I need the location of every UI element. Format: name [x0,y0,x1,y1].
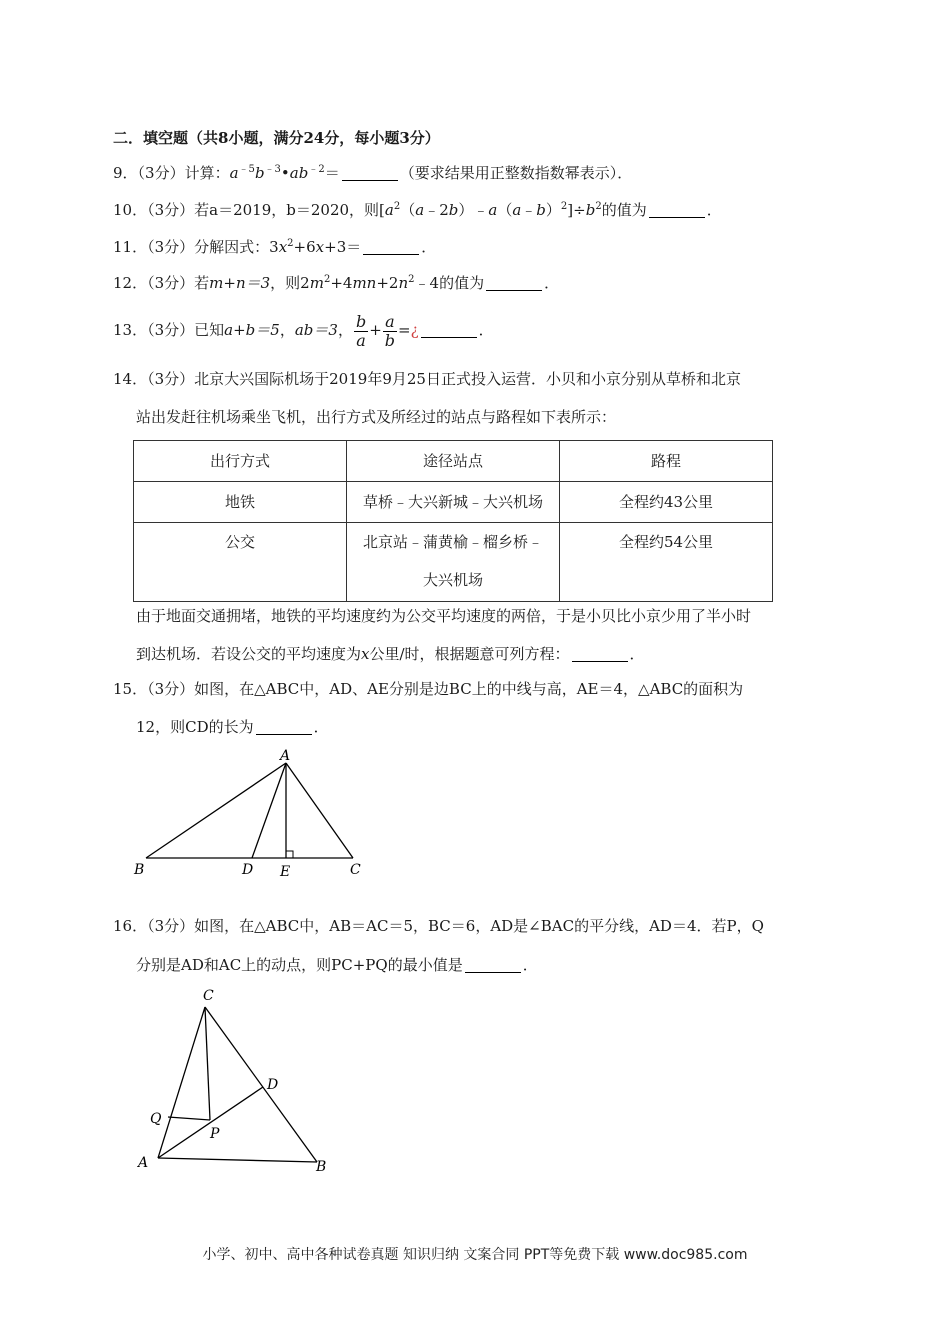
q16-label-q: Q [150,1111,162,1127]
q13-frac2-denominator: b [384,330,396,350]
question-14-line-1 [113,368,741,390]
q11-period: ． [421,238,437,256]
q9-note: （要求结果用正整数指数幂表示）． [399,164,633,182]
q13-frac2-numerator: a [385,311,395,331]
q13-separator-2: ， [337,321,353,339]
table-cell-distance: 全程约54公里 [560,523,773,602]
q16-segment-cp [205,1007,210,1120]
q10-expression: $a^2(a﹣2b)﹣a(a﹣b)^2]\div b^2$ [384,201,602,219]
q10-score: （3分） [147,201,195,219]
question-15-line-2 [136,716,329,738]
q13-number: 13． [113,321,148,339]
q16-period: ． [522,956,538,974]
q13-glyph: ¿ [410,321,419,339]
table-header-stations: 途径站点 [347,441,560,482]
q12-mid: ，则 [270,274,301,292]
q12-condition: m+n＝3 [209,274,271,292]
q15-segment-ab [146,763,286,858]
q11-answer-blank[interactable] [363,240,419,255]
q15-label-d: D [242,862,254,878]
q15-score: （3分） [147,680,195,698]
table-cell-stations-line-1: 北京站﹣蒲黄榆﹣榴乡桥﹣ [362,533,543,551]
q14-text-4b: 公里/时，根据题意可列方程： [369,645,570,663]
q16-answer-blank[interactable] [465,958,521,973]
q15-text-2: 12，则CD的长为 [136,718,254,736]
question-14-line-4 [136,643,645,665]
q9-answer-blank[interactable] [342,166,398,181]
table-header-row [134,441,773,482]
q10-period: ． [706,201,722,219]
q13-prefix: 已知 [194,321,225,339]
q16-segment-pq [168,1117,210,1120]
q15-right-angle-mark [286,851,293,858]
question-14-line-3: 由于地面交通拥堵，地铁的平均速度约为公交平均速度的两倍，于是小贝比小京少用了半小时 [136,607,752,625]
q15-answer-blank[interactable] [256,720,312,735]
q16-label-p: P [210,1126,220,1142]
q12-answer-blank[interactable] [486,276,542,291]
question-11 [113,236,436,258]
table-cell-mode: 公交 [134,523,347,602]
q16-segment-ab [158,1158,317,1162]
table-cell-distance: 全程约43公里 [560,482,773,523]
q13-frac1-numerator: b [355,311,367,331]
q16-score: （3分） [147,917,195,935]
q15-period: ． [313,718,329,736]
q13-frac1-denominator: a [356,330,366,350]
q12-number: 12． [113,274,148,292]
table-cell-stations: 草桥﹣大兴新城﹣大兴机场 [347,482,560,523]
q13-condition-1: a+b＝5 [224,321,280,339]
q16-text-2: 分别是AD和AC上的动点，则PC+PQ的最小值是 [136,956,463,974]
q13-plus: + [369,321,382,339]
q13-fraction-a-over-b [383,313,397,350]
table-header-mode: 出行方式 [134,441,347,482]
q16-number: 16． [113,917,148,935]
question-16-line-1 [113,915,764,937]
q16-label-c: C [203,988,214,1004]
q10-value-label: 的值为 [601,201,647,219]
q12-period: ． [544,274,560,292]
question-16-line-2 [136,954,538,976]
q14-answer-blank[interactable] [572,647,628,662]
table-row [134,523,773,602]
q16-triangle-figure [130,985,350,1185]
q15-triangle-figure [130,745,370,885]
q16-segment-cb [205,1007,317,1162]
q13-period: ． [478,321,494,339]
question-12 [113,272,559,294]
q10-condition: 若a＝2019，b＝2020，则[ [194,201,385,219]
q13-score: （3分） [147,321,195,339]
question-9 [113,162,632,184]
route-table [133,440,773,602]
q14-variable: x [361,645,370,663]
question-13 [113,308,494,352]
q16-segment-ca [158,1007,205,1158]
q16-label-a: A [138,1155,149,1171]
q13-condition-2: ab＝3 [294,321,338,339]
q15-label-c: C [350,862,361,878]
q9-prefix: 计算： [184,164,230,182]
table-row [134,482,773,523]
question-10 [113,199,722,221]
q14-text-4a: 到达机场．若设公交的平均速度为 [136,645,362,663]
section-title: 二．填空题（共8小题，满分24分，每小题3分） [113,129,440,147]
q12-prefix: 若 [194,274,210,292]
q14-number: 14． [113,370,148,388]
q15-label-b: B [134,862,145,878]
q11-expression: $3x^2+6x+3$ [269,238,347,256]
q11-prefix: 分解因式： [194,238,270,256]
q15-label-e: E [280,864,291,880]
q15-segment-ad [252,763,286,858]
q11-equals: ＝ [346,238,362,256]
q16-segment-ad [158,1087,263,1158]
q13-answer-blank[interactable] [421,323,477,338]
table-header-distance: 路程 [560,441,773,482]
q16-text-1: 如图，在△ABC中，AB＝AC＝5，BC＝6，AD是∠BAC的平分线，AD＝4．若P，Q [194,917,764,935]
q11-score: （3分） [147,238,195,256]
q14-period: ． [629,645,645,663]
q9-equals: ＝ [324,164,340,182]
question-14-line-2: 站出发赶往机场乘坐飞机，出行方式及所经过的站点与路程如下表所示： [136,408,617,426]
q11-number: 11． [113,238,148,256]
q16-label-d: D [267,1077,279,1093]
q14-score: （3分） [147,370,195,388]
q15-text-1: 如图，在△ABC中，AD、AE分别是边BC上的中线与高，AE＝4，△ABC的面积为 [194,680,744,698]
q13-fraction-b-over-a [354,313,368,350]
q15-segment-ac [286,763,353,858]
q15-label-a: A [280,748,291,764]
q12-score: （3分） [147,274,195,292]
table-cell-stations-line-2: 大兴机场 [422,571,483,589]
q9-number: 9． [113,164,138,182]
table-cell-mode: 地铁 [134,482,347,523]
page-footer: 小学、初中、高中各种试卷真题 知识归纳 文案合同 PPT等免费下载 www.doc985.com [202,1247,748,1263]
q10-answer-blank[interactable] [649,203,705,218]
q12-expression: $2m^2+4mn+2n^2﹣4$ [300,274,440,292]
q12-value-label: 的值为 [439,274,485,292]
q9-expression: $a^{﹣5}b^{﹣3}•ab^{﹣2}$ [229,164,325,182]
table-cell-stations [347,523,560,602]
question-15-line-1 [113,678,743,700]
q14-text-1: 北京大兴国际机场于2019年9月25日正式投入运营．小贝和小京分别从草桥和北京 [194,370,741,388]
q16-label-b: B [316,1159,327,1175]
q15-number: 15． [113,680,148,698]
q9-score: （3分） [137,164,185,182]
q13-equals: = [398,321,411,339]
q13-separator: ， [279,321,295,339]
q10-number: 10． [113,201,148,219]
